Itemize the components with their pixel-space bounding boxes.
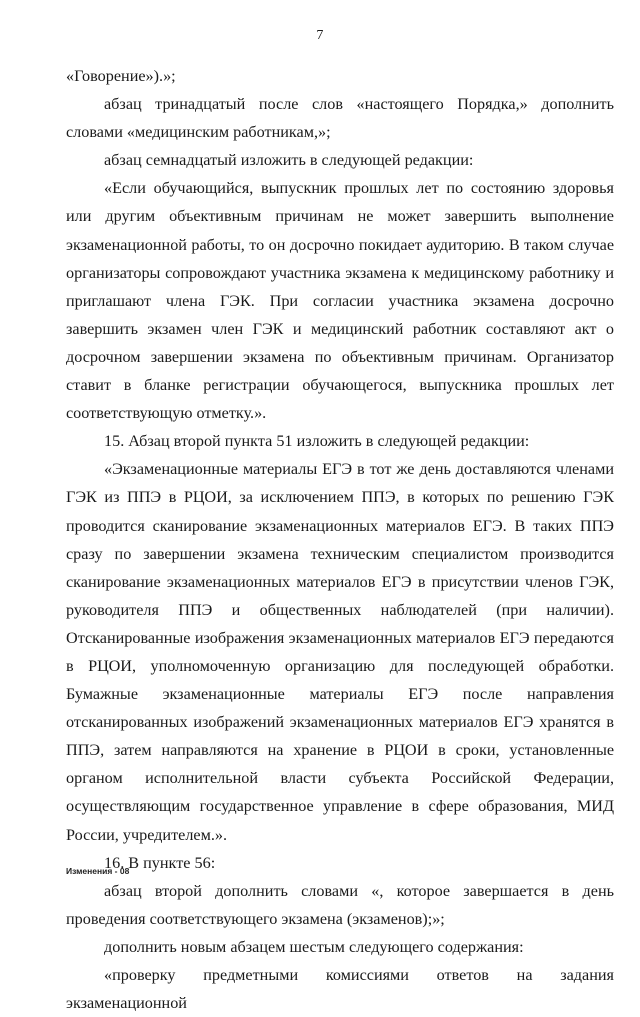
paragraph: «Экзаменационные материалы ЕГЭ в тот же день доставляются членами ГЭК из ППЭ в РЦОИ, за исключением ППЭ, в которых по решению ГЭК проводится сканирование экзаменационных материалов ЕГЭ. В таких ППЭ сразу по завершении экзамена техническим специалистом производится сканирование экзаменационных материалов ЕГЭ в присутствии членов ГЭК, руководителя ППЭ и общественных наблюдателей (при наличии). Отсканированные изображения экзаменационных материалов ЕГЭ передаются в РЦОИ, уполномоченную организацию для последующей обработки. Бумажные экзаменационные материалы ЕГЭ после направления отсканированных изображений экзаменационных материалов ЕГЭ хранятся в ППЭ, затем направляются на хранение в РЦОИ в сроки, установленные органом исполнительной власти субъекта Российской Федерации, осуществляющим государственное управление в сфере образования, МИД России, учредителем.». [66, 460, 614, 844]
paragraph: 16. В пункте 56: [104, 853, 216, 872]
paragraph: 15. Абзац второй пункта 51 изложить в следующей редакции: [104, 432, 530, 451]
page-number: 7 [316, 28, 324, 43]
paragraph: «проверку предметными комиссиями ответов на задания экзаменационной [66, 966, 614, 1013]
paragraph: «Говорение»).»; [66, 67, 176, 85]
paragraph: абзац второй дополнить словами «, которое завершается в день проведения соответствующего экзамена (экзаменов);»; [66, 881, 614, 928]
paragraph: абзац тринадцатый после слов «настоящего Порядка,» дополнить словами «медицинским работникам,»; [66, 95, 614, 142]
footer-label: Изменения - 08 [66, 866, 130, 876]
document-body [66, 62, 614, 1017]
paragraph: абзац семнадцатый изложить в следующей редакции: [104, 151, 474, 170]
paragraph: дополнить новым абзацем шестым следующего содержания: [104, 937, 524, 956]
paragraph: «Если обучающийся, выпускник прошлых лет по состоянию здоровья или другим объективным причинам не может завершить выполнение экзаменационной работы, то он досрочно покидает аудиторию. В таком случае организаторы сопровождают участника экзамена к медицинскому работнику и приглашают члена ГЭК. При согласии участника экзамена досрочно завершить экзамен член ГЭК и медицинский работник составляют акт о досрочном завершении экзамена по объективным причинам. Организатор ставит в бланке регистрации обучающегося, выпускника прошлых лет соответствующую отметку.». [66, 179, 614, 423]
